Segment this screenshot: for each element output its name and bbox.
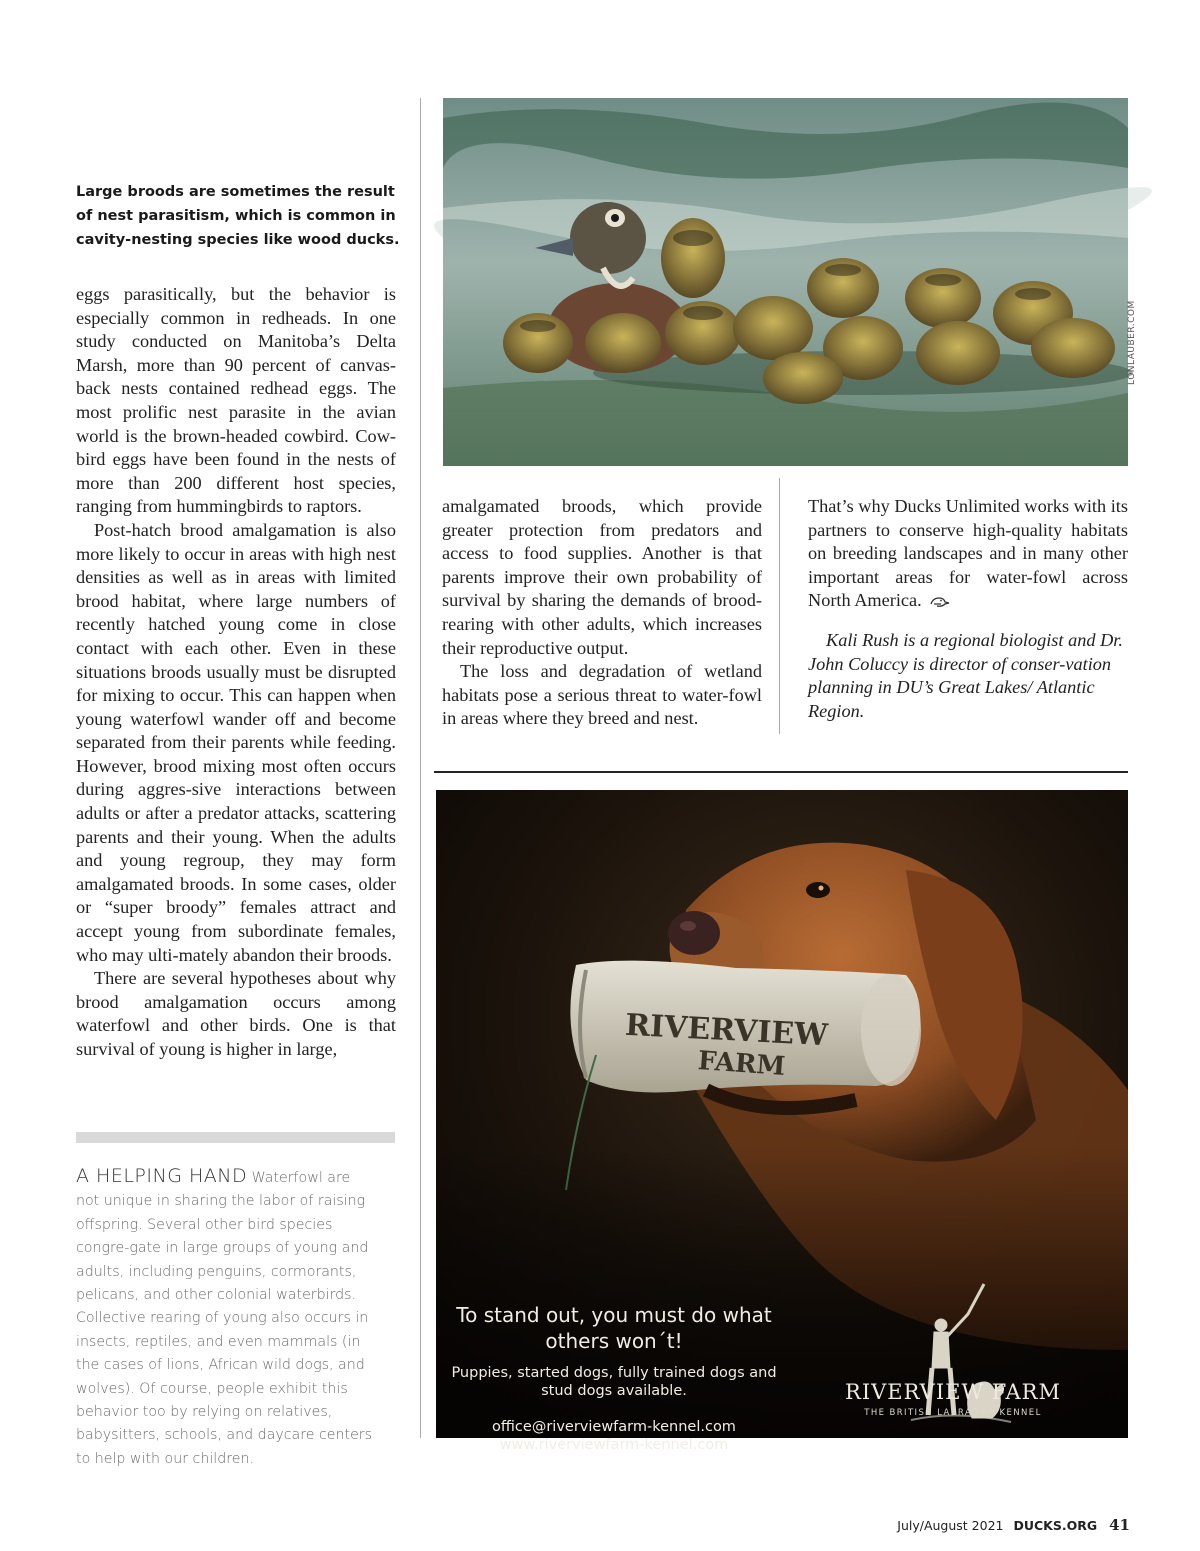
- ad-brand-tagline: THE BRITISH LABRADOR KENNEL: [864, 1408, 1042, 1418]
- sidebar-divider: [76, 1132, 395, 1143]
- duck-photo: [443, 98, 1128, 466]
- riverview-farm-ad: [436, 790, 1128, 1453]
- photo-credit: LONLAUBER.COM: [1127, 300, 1137, 385]
- sidebar-box: [76, 1165, 376, 1471]
- sidebar-title: A HELPING HAND: [76, 1165, 248, 1187]
- ad-email-link[interactable]: office@riverviewfarm-kennel.com: [492, 1419, 736, 1435]
- paragraph: The loss and degradation of wetland habitats pose a serious threat to water-fowl in areas where they breed and nest.: [442, 661, 762, 729]
- article-column-2: [442, 495, 762, 731]
- paragraph: eggs parasitically, but the behavior is especially common in redheads. In one study conducted on Manitoba’s Delta Marsh, more than 90 percent of canvas-back nests contained redhead eggs. The most prolific nest parasite in the avian world is the brown-headed cowbird. Cow-bird eggs have been found in the nests of more than 200 different host species, ranging from hummingbirds to raptors.: [76, 284, 396, 517]
- sidebar-text: Waterfowl are not unique in sharing the labor of raising offspring. Several other bird species congre-gate in large groups of young and adults, including penguins, cormorants, pelicans, and other colonial waterbirds. Collective rearing of young also occurs in insects, reptiles, and even mammals (in the cases of lions, African wild dogs, and wolves). Of course, people exhibit this behavior too by relying on relatives, babysitters, schools, and daycare centers to help with our children.: [76, 1170, 373, 1467]
- paragraph: There are several hypotheses about why brood amalgamation occurs among waterfowl and other birds. One is that survival of young is higher in large,: [76, 968, 396, 1059]
- duck-photo-image: [443, 98, 1128, 466]
- page-footer: [860, 1516, 1130, 1534]
- ad-brand-name: RIVERVIEW FARM: [845, 1380, 1061, 1404]
- ad-divider: [434, 771, 1128, 773]
- ad-website-link[interactable]: www.riverviewfarm-kennel.com: [499, 1437, 729, 1453]
- paragraph: amalgamated broods, which provide greater protection from predators and access to food supplies. Another is that parents improve their own probability of survival by sharing the demands of brood-rearing with other adults, which increases their reproductive output.: [442, 496, 762, 658]
- article-column-1: [76, 283, 396, 1062]
- paragraph: Post-hatch brood amalgamation is also more likely to occur in areas with high nest densities as well as in areas with limited brood habitat, where large numbers of recently hatched young come in close contact with each other. Even in these situations broods usually must be disrupted for mixing to occur. This can happen when young waterfowl wander off and become separated from their parents while feeding. However, brood mixing most often occurs during aggres-sive interactions between adults or after a predator attacks, scattering parents and their young. When the adults and young regroup, they may form amalgamated broods. In some cases, older or “super broody” females attract and accept young from subordinate females, who may ulti-mately abandon their broods.: [76, 519, 396, 965]
- site-name: DUCKS.ORG: [1013, 1518, 1098, 1533]
- author-credit: Kali Rush is a regional biologist and Dr. John Coluccy is director of conser-vation planning in DU’s Great Lakes/ Atlantic Region.: [808, 629, 1123, 721]
- photo-caption: Large broods are sometimes the result of nest parasitism, which is common in cavity-nesting species like wood ducks.: [76, 184, 400, 248]
- page-number: 41: [1109, 1516, 1130, 1534]
- column-divider: [420, 98, 421, 1438]
- article-column-3: [808, 495, 1128, 723]
- issue-date: July/August 2021: [897, 1518, 1004, 1533]
- ad-offer-text: Puppies, started dogs, fully trained dogs and stud dogs available.: [451, 1365, 777, 1399]
- column-divider: [779, 478, 780, 734]
- duck-head-icon: [930, 596, 950, 608]
- paragraph: [808, 495, 1128, 613]
- paragraph-text: That’s why Ducks Unlimited works with its partners to conserve high-quality habitats on breeding landscapes and in many other important areas for water-fowl across North America.: [808, 496, 1128, 611]
- ad-headline: To stand out, you must do what others won´t!: [456, 1303, 772, 1353]
